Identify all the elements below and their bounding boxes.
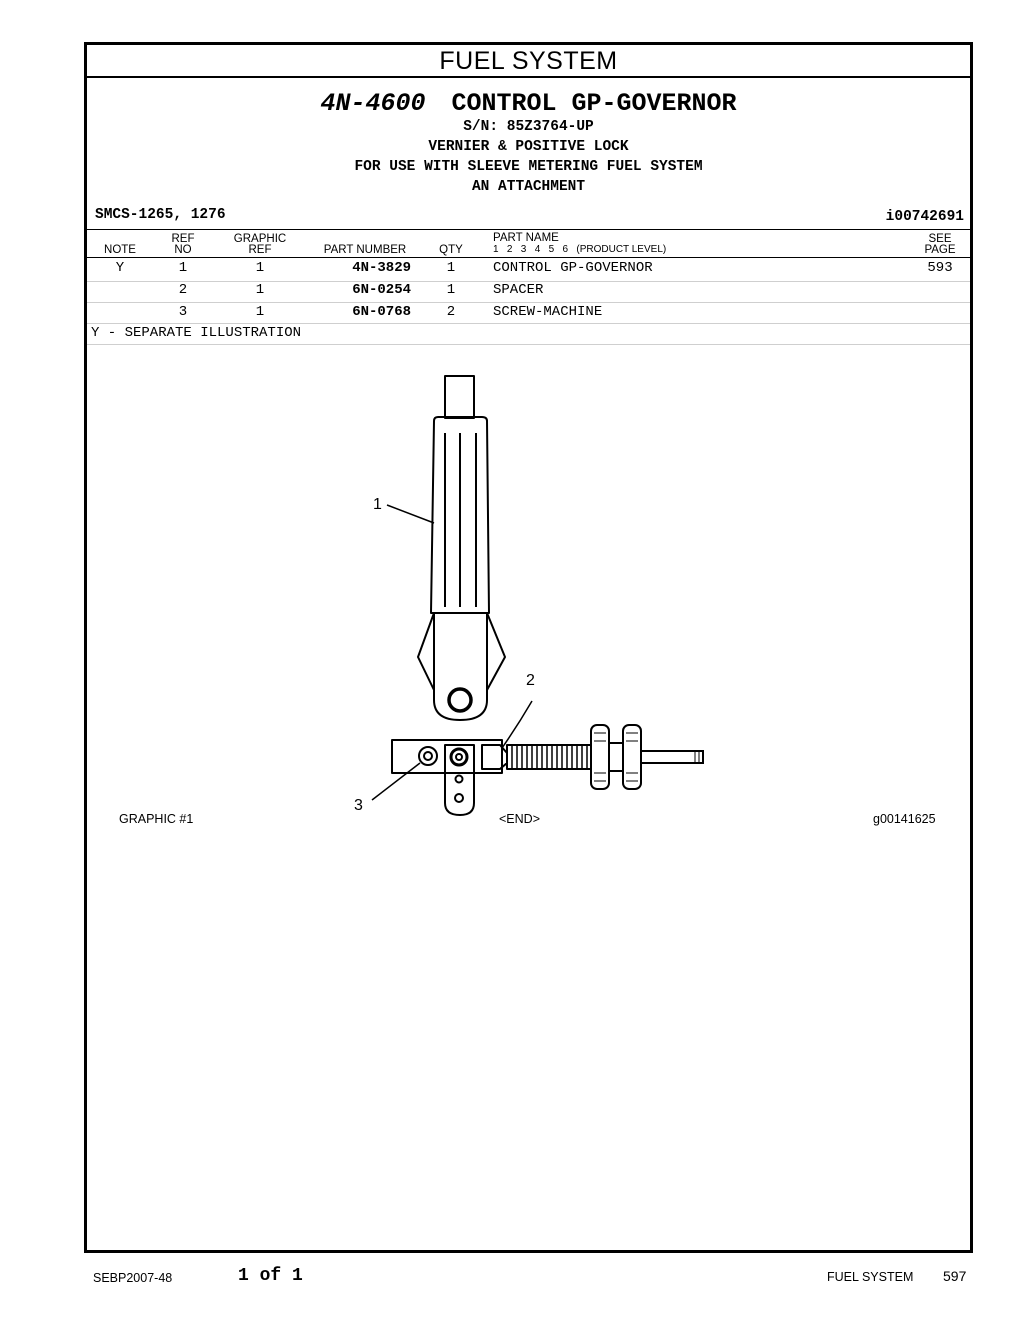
smcs-codes: SMCS-1265, 1276 (95, 207, 226, 223)
row-ref-no: 1 (178, 260, 188, 276)
group-name: CONTROL GP-GOVERNOR (451, 89, 737, 118)
callout-1-leader (387, 505, 434, 523)
row-ref-no: 2 (178, 282, 188, 298)
row-divider (87, 323, 970, 324)
section-title: FUEL SYSTEM (87, 45, 970, 78)
row-graphic-ref: 1 (255, 260, 265, 276)
threaded-rod (507, 745, 592, 769)
page-frame (84, 42, 973, 1253)
end-rod (641, 751, 703, 763)
row-part-number: 6N-0768 (352, 304, 411, 320)
col-graphic-ref-line2: REF (248, 244, 272, 256)
fork-right (487, 613, 505, 690)
col-part-number: PART NUMBER (323, 244, 407, 256)
header-bottom-rule (87, 257, 970, 258)
row-note: Y (115, 260, 125, 276)
col-product-level: 1 2 3 4 5 6 (PRODUCT LEVEL) (493, 244, 667, 255)
callout-3-leader (372, 763, 420, 800)
group-part-number: 4N-4600 (320, 89, 426, 118)
row-see-page: 593 (927, 260, 953, 276)
clevis-body (434, 613, 487, 720)
callout-3: 3 (354, 797, 363, 814)
graphic-id: g00141625 (873, 812, 936, 826)
fork-left (418, 613, 434, 690)
col-see-page-line2: PAGE (924, 244, 956, 256)
col-see-page (917, 234, 963, 256)
col-ref-no-line1: REF (171, 233, 195, 245)
row-ref-no: 3 (178, 304, 188, 320)
table-top-rule (87, 229, 970, 230)
lever-pivot (419, 747, 437, 765)
serial-number: S/N: 85Z3764-UP (463, 119, 594, 135)
knob-collar (609, 743, 623, 771)
legend-divider (87, 344, 970, 345)
vernier-knob-1 (591, 725, 609, 789)
parts-illustration (342, 355, 722, 814)
graphic-label: GRAPHIC #1 (119, 812, 194, 826)
row-part-number: 4N-3829 (352, 260, 411, 276)
footer-doc-number: SEBP2007-48 (93, 1271, 173, 1285)
spacer (482, 745, 507, 769)
row-divider (87, 302, 970, 303)
col-part-name: PART NAME (493, 232, 559, 244)
clevis-pin-hole (449, 689, 471, 711)
row-graphic-ref: 1 (255, 282, 265, 298)
description-line-2: FOR USE WITH SLEEVE METERING FUEL SYSTEM (354, 159, 703, 175)
col-graphic-ref (227, 234, 293, 256)
row-qty: 1 (446, 260, 456, 276)
row-part-name: SCREW-MACHINE (493, 304, 603, 320)
col-ref-no-line2: NO (174, 244, 192, 256)
vernier-knob-2 (623, 725, 641, 789)
description-line-1: VERNIER & POSITIVE LOCK (428, 139, 629, 155)
footer-section: FUEL SYSTEM (827, 1270, 914, 1284)
callout-2-leader (502, 701, 532, 748)
description-line-3: AN ATTACHMENT (471, 179, 586, 195)
group-title (87, 89, 970, 118)
screw-head (451, 749, 467, 765)
footer-page-count: 1 of 1 (238, 1266, 303, 1286)
row-graphic-ref: 1 (255, 304, 265, 320)
row-part-name: CONTROL GP-GOVERNOR (493, 260, 653, 276)
col-see-page-line1: SEE (928, 233, 952, 245)
illustration-id: i00742691 (885, 209, 964, 225)
row-part-name: SPACER (493, 282, 544, 298)
footer-page-number: 597 (943, 1268, 967, 1284)
row-part-number: 6N-0254 (352, 282, 411, 298)
col-ref-no (163, 234, 203, 256)
callout-1: 1 (373, 496, 382, 513)
row-qty: 2 (446, 304, 456, 320)
row-qty: 1 (446, 282, 456, 298)
col-qty: QTY (439, 244, 463, 256)
note-legend: Y - SEPARATE ILLUSTRATION (91, 325, 302, 341)
col-graphic-ref-line1: GRAPHIC (233, 233, 287, 245)
callout-2: 2 (526, 672, 535, 689)
graphic-end: <END> (499, 812, 540, 826)
col-note: NOTE (104, 244, 136, 256)
link-plate (445, 745, 474, 815)
control-shaft (445, 376, 474, 418)
